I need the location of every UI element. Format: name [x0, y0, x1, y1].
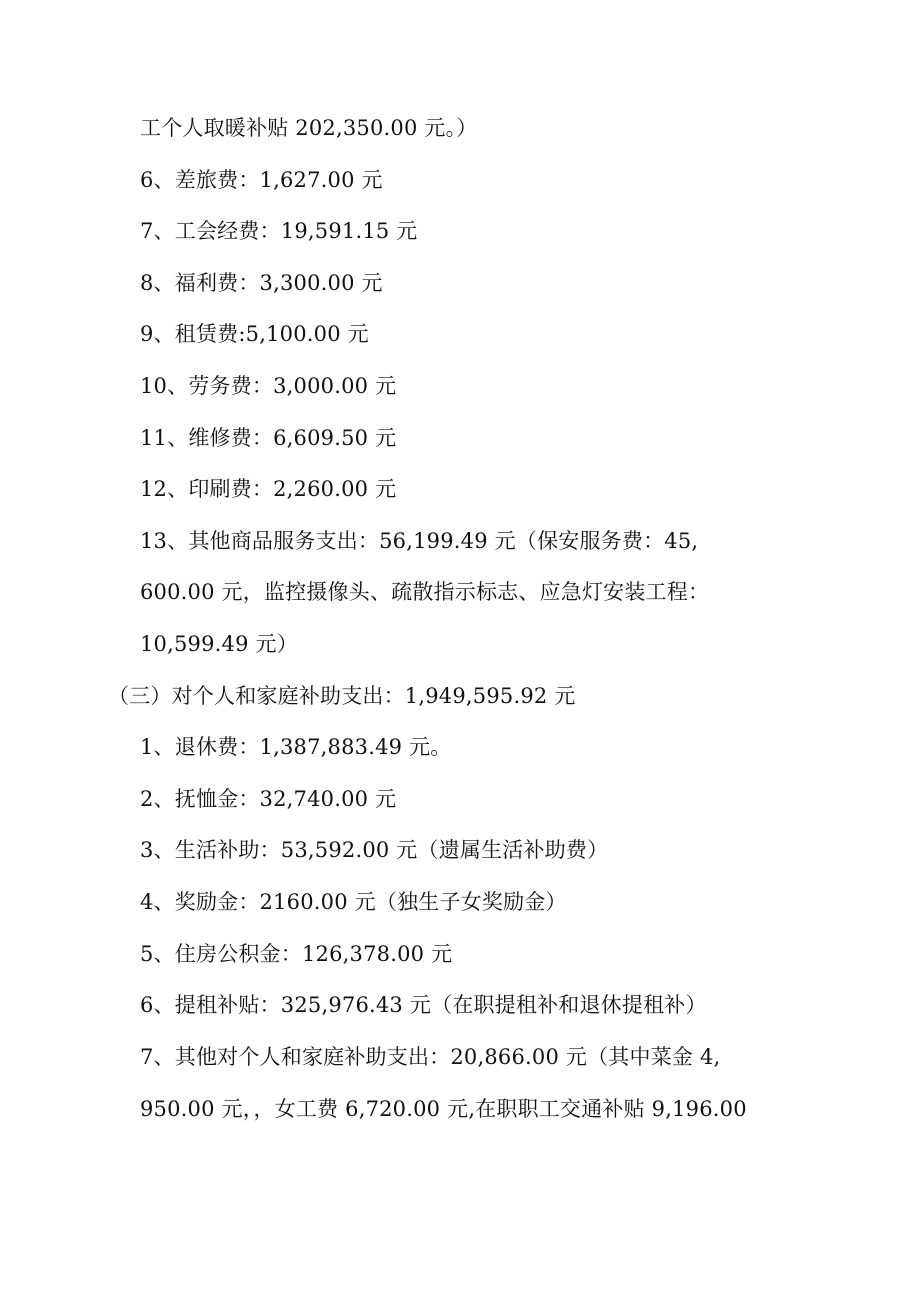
section-heading-personal-family-subsidy: （三）对个人和家庭补助支出：1,949,595.92 元	[108, 684, 576, 708]
text-line-pension: 2、抚恤金：32,740.00 元	[140, 787, 397, 811]
text-line-union-fee: 7、工会经费：19,591.15 元	[140, 219, 418, 243]
text-line-repair-fee: 11、维修费：6,609.50 元	[140, 426, 397, 450]
text-line-other-goods-services: 13、其他商品服务支出：56,199.49 元（保安服务费：45,	[140, 529, 699, 553]
text-line-other-personal-subsidy: 7、其他对个人和家庭补助支出：20,866.00 元（其中菜金 4,	[140, 1045, 721, 1069]
text-line-travel-expense: 6、差旅费：1,627.00 元	[140, 168, 383, 192]
text-line-heating-subsidy-cont: 工个人取暖补贴 202,350.00 元。）	[140, 116, 478, 140]
text-line-living-subsidy: 3、生活补助：53,592.00 元（遗属生活补助费）	[140, 838, 609, 862]
text-line-rent-subsidy: 6、提租补贴：325,976.43 元（在职提租补和退休提租补）	[140, 993, 707, 1017]
text-line-other-goods-services-cont: 600.00 元，监控摄像头、疏散指示标志、应急灯安装工程：	[140, 580, 710, 604]
text-line-retirement-fee: 1、退休费：1,387,883.49 元。	[140, 735, 452, 759]
text-line-printing-fee: 12、印刷费：2,260.00 元	[140, 477, 397, 501]
text-line-award: 4、奖励金：2160.00 元（独生子女奖励金）	[140, 890, 567, 914]
text-line-welfare-fee: 8、福利费：3,300.00 元	[140, 271, 383, 295]
text-line-labor-fee: 10、劳务费：3,000.00 元	[140, 374, 397, 398]
text-line-other-personal-subsidy-cont: 950.00 元，，女工费 6,720.00 元,在职职工交通补贴 9,196.00	[140, 1097, 747, 1121]
text-line-other-goods-services-end: 10,599.49 元）	[140, 632, 298, 656]
text-line-rent-fee: 9、租赁费:5,100.00 元	[140, 322, 369, 346]
text-line-housing-fund: 5、住房公积金：126,378.00 元	[140, 942, 453, 966]
